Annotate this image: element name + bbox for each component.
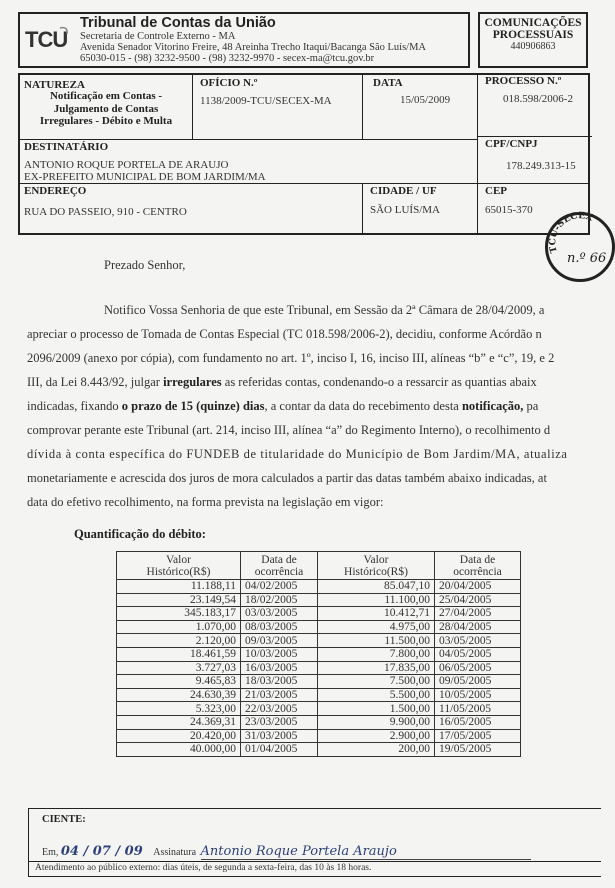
amount-cell: 17.835,00 bbox=[318, 661, 435, 675]
amount-cell: 11.188,11 bbox=[117, 580, 241, 594]
stamp-number: n.º 66 bbox=[567, 251, 607, 266]
column-header bbox=[241, 552, 318, 580]
table-row bbox=[117, 743, 521, 757]
communications-title-line1: COMUNICAÇÕES bbox=[484, 17, 582, 29]
assinatura-label: Assinatura bbox=[153, 847, 197, 858]
date-cell: 20/04/2005 bbox=[435, 580, 521, 594]
date-cell: 22/03/2005 bbox=[241, 702, 318, 716]
cep-label: CEP bbox=[485, 185, 507, 197]
amount-cell: 11.100,00 bbox=[318, 593, 435, 607]
letter-line bbox=[27, 495, 383, 510]
date-cell: 16/05/2005 bbox=[435, 715, 521, 729]
column-header bbox=[435, 552, 521, 580]
oficio-value: 1138/2009-TCU/SECEX-MA bbox=[200, 95, 332, 107]
data-value: 15/05/2009 bbox=[400, 94, 451, 106]
attendance-text: Atendimento ao público externo: dias úteis, de segunda a sexta-feira, das 10 às 18 horas. bbox=[35, 863, 372, 873]
processo-label: PROCESSO N.º bbox=[485, 75, 562, 87]
date-cell: 06/05/2005 bbox=[435, 661, 521, 675]
amount-cell: 24.369,31 bbox=[117, 715, 241, 729]
date-cell: 18/02/2005 bbox=[241, 593, 318, 607]
amount-cell: 18.461,59 bbox=[117, 647, 241, 661]
grid-divider bbox=[20, 139, 477, 140]
letter-line bbox=[27, 327, 542, 342]
letter-bold-text: irregulares bbox=[163, 375, 222, 389]
cidade-label: CIDADE / UF bbox=[370, 185, 437, 197]
date-cell: 10/03/2005 bbox=[241, 647, 318, 661]
amount-cell: 2.120,00 bbox=[117, 634, 241, 648]
amount-cell: 20.420,00 bbox=[117, 729, 241, 743]
column-header-line: Valor bbox=[166, 553, 191, 566]
grid-divider bbox=[20, 183, 590, 184]
column-header-line: Data de bbox=[459, 553, 496, 566]
table-row bbox=[117, 634, 521, 648]
debt-table-header bbox=[117, 552, 521, 580]
date-cell: 09/05/2005 bbox=[435, 675, 521, 689]
date-cell: 16/03/2005 bbox=[241, 661, 318, 675]
natureza-line: Julgamento de Contas bbox=[53, 102, 159, 115]
data-label: DATA bbox=[373, 77, 403, 89]
column-header-line: ocorrência bbox=[254, 565, 304, 578]
acknowledgement-line bbox=[42, 844, 531, 860]
table-row bbox=[117, 729, 521, 743]
table-row bbox=[117, 675, 521, 689]
salutation: Prezado Senhor, bbox=[104, 258, 186, 272]
natureza-line: Notificação em Contas - bbox=[49, 90, 163, 102]
amount-cell: 2.900,00 bbox=[318, 729, 435, 743]
contact-line: 65030-015 - (98) 3232-9500 - (98) 3232-9970 - secex-ma@tcu.gov.br bbox=[80, 53, 375, 64]
destinatario-name: ANTONIO ROQUE PORTELA DE ARAUJO bbox=[24, 159, 229, 171]
date-cell: 18/03/2005 bbox=[241, 675, 318, 689]
amount-cell: 40.000,00 bbox=[117, 743, 241, 757]
column-header-line: ocorrência bbox=[453, 565, 502, 578]
signature: Antonio Roque Portela Araujo bbox=[201, 844, 531, 860]
stamp-text: TCU-SECEX bbox=[548, 211, 594, 254]
svg-text:TCU-SECEX bbox=[548, 211, 594, 254]
amount-cell: 5.323,00 bbox=[117, 702, 241, 716]
communications-number: 440906863 bbox=[510, 41, 556, 52]
letter-text: III, da Lei 8.443/92, julgar bbox=[27, 375, 164, 389]
oficio-label: OFÍCIO N.º bbox=[200, 77, 258, 89]
amount-cell: 7.500,00 bbox=[318, 675, 435, 689]
em-label: Em, bbox=[42, 847, 59, 858]
column-header-line: Histórico(R$) bbox=[146, 565, 211, 578]
date-cell: 03/05/2005 bbox=[435, 634, 521, 648]
amount-cell: 5.500,00 bbox=[318, 688, 435, 702]
debt-table bbox=[116, 551, 521, 757]
date-cell: 28/04/2005 bbox=[435, 620, 521, 634]
table-row bbox=[117, 702, 521, 716]
table-row bbox=[117, 620, 521, 634]
org-name: Tribunal de Contas da União bbox=[80, 15, 276, 31]
amount-cell: 200,00 bbox=[318, 743, 435, 757]
amount-cell: 1.500,00 bbox=[318, 702, 435, 716]
letter-text: dívida à conta específica do FUNDEB de titularidade do Município de Bom Jardim/MA, atualiza bbox=[27, 447, 568, 461]
endereco-label: ENDEREÇO bbox=[24, 185, 87, 197]
stamp-seal-icon bbox=[545, 212, 615, 282]
grid-divider bbox=[477, 136, 592, 137]
letter-line bbox=[27, 447, 568, 462]
date-cell: 31/03/2005 bbox=[241, 729, 318, 743]
amount-cell: 7.800,00 bbox=[318, 647, 435, 661]
date-cell: 03/03/2005 bbox=[241, 607, 318, 621]
tcu-stamp bbox=[545, 212, 615, 282]
address: Avenida Senador Vitorino Freire, 48 Areinha Trecho Itaqui/Bacanga São Luís/MA bbox=[80, 42, 426, 53]
em-date: 04 / 07 / 09 bbox=[60, 844, 143, 859]
date-cell: 25/04/2005 bbox=[435, 593, 521, 607]
ciente-label: CIENTE: bbox=[42, 814, 86, 825]
amount-cell: 24.630,39 bbox=[117, 688, 241, 702]
date-cell: 09/03/2005 bbox=[241, 634, 318, 648]
amount-cell: 345.183,17 bbox=[117, 607, 241, 621]
date-cell: 08/03/2005 bbox=[241, 620, 318, 634]
date-cell: 04/02/2005 bbox=[241, 580, 318, 594]
grid-divider bbox=[362, 75, 363, 139]
communications-title bbox=[480, 14, 586, 41]
date-cell: 10/05/2005 bbox=[435, 688, 521, 702]
cpf-value: 178.249.313-15 bbox=[506, 160, 576, 172]
grid-divider bbox=[362, 183, 363, 233]
table-row bbox=[117, 661, 521, 675]
table-row bbox=[117, 607, 521, 621]
natureza-line: Irregulares - Débito e Multa bbox=[39, 115, 173, 127]
letter-text: 2096/2009 (anexo por cópia), com fundamento no art. 1º, inciso I, 16, inciso III, alíneas “b” e “c”, 19, e 2 bbox=[27, 351, 555, 365]
letter-text: indicadas, fixando bbox=[27, 399, 122, 413]
column-header bbox=[318, 552, 435, 580]
date-cell: 17/05/2005 bbox=[435, 729, 521, 743]
letter-bold-text: o prazo de 15 (quinze) dias bbox=[121, 399, 265, 413]
date-cell: 01/04/2005 bbox=[241, 743, 318, 757]
destinatario-role: EX-PREFEITO MUNICIPAL DE BOM JARDIM/MA bbox=[24, 171, 266, 183]
letter-text: as referidas contas, condenando-o a ressarcir as quantias abaix bbox=[221, 375, 537, 389]
amount-cell: 9.465,83 bbox=[117, 675, 241, 689]
grid-divider bbox=[477, 75, 478, 233]
amount-cell: 9.900,00 bbox=[318, 715, 435, 729]
letter-line bbox=[104, 303, 544, 318]
letter-text: Notifico Vossa Senhoria de que este Tribunal, em Sessão da 2ª Câmara de 28/04/2009, a bbox=[104, 303, 545, 317]
destinatario-label: DESTINATÁRIO bbox=[24, 141, 109, 153]
table-row bbox=[117, 688, 521, 702]
tcu-logo-text: TCU bbox=[25, 27, 68, 52]
date-cell: 27/04/2005 bbox=[435, 607, 521, 621]
letter-line bbox=[27, 471, 547, 486]
table-row bbox=[117, 593, 521, 607]
letter-line bbox=[27, 351, 554, 366]
communications-title-line2: PROCESSUAIS bbox=[492, 29, 574, 41]
amount-cell: 10.412,71 bbox=[318, 607, 435, 621]
tcu-logo bbox=[24, 24, 74, 60]
date-cell: 23/03/2005 bbox=[241, 715, 318, 729]
amount-cell: 85.047,10 bbox=[318, 580, 435, 594]
column-header-line: Valor bbox=[363, 553, 389, 566]
department: Secretaria de Controle Externo - MA bbox=[80, 31, 236, 42]
grid-divider bbox=[192, 75, 193, 139]
logo-swoosh-icon bbox=[24, 24, 74, 60]
attendance-box bbox=[28, 861, 601, 877]
amount-cell: 11.500,00 bbox=[318, 634, 435, 648]
communications-box bbox=[478, 12, 588, 68]
table-row bbox=[117, 580, 521, 594]
table-row bbox=[117, 647, 521, 661]
letter-text: data do efetivo recolhimento, na forma prevista na legislação em vigor: bbox=[27, 495, 384, 509]
amount-cell: 3.727,03 bbox=[117, 661, 241, 675]
letter-bold-text: notificação, bbox=[461, 399, 524, 413]
amount-cell: 23.149,54 bbox=[117, 593, 241, 607]
natureza-value bbox=[26, 90, 186, 128]
endereco-value: RUA DO PASSEIO, 910 - CENTRO bbox=[24, 206, 187, 218]
letter-line bbox=[27, 399, 538, 414]
cep-value: 65015-370 bbox=[485, 204, 533, 216]
date-cell: 04/05/2005 bbox=[435, 647, 521, 661]
date-cell: 21/03/2005 bbox=[241, 688, 318, 702]
column-header bbox=[117, 552, 241, 580]
column-header-line: Histórico(R$) bbox=[344, 565, 408, 578]
letter-text: pa bbox=[523, 399, 539, 413]
cpf-label: CPF/CNPJ bbox=[485, 138, 538, 150]
debt-heading: Quantificação do débito: bbox=[74, 527, 206, 541]
date-cell: 19/05/2005 bbox=[435, 743, 521, 757]
letter-text: comprovar perante este Tribunal (art. 214, inciso III, alínea “a” do Regimento Interno), o recolhimento d bbox=[27, 423, 551, 437]
letter-line bbox=[27, 375, 537, 390]
info-grid bbox=[18, 73, 590, 235]
natureza-label: NATUREZA bbox=[24, 79, 85, 91]
letter-line bbox=[27, 423, 550, 438]
column-header-line: Data de bbox=[261, 553, 297, 566]
amount-cell: 1.070,00 bbox=[117, 620, 241, 634]
amount-cell: 4.975,00 bbox=[318, 620, 435, 634]
letter-text: monetariamente e acrescida dos juros de mora calculados a partir das datas também abaixo indicadas, at bbox=[27, 471, 547, 485]
letter-text: , a contar da data do recebimento desta bbox=[264, 399, 462, 413]
processo-value: 018.598/2006-2 bbox=[503, 93, 573, 105]
cidade-value: SÃO LUÍS/MA bbox=[370, 204, 440, 216]
ciente-box bbox=[28, 808, 601, 862]
date-cell: 11/05/2005 bbox=[435, 702, 521, 716]
table-row bbox=[117, 715, 521, 729]
letter-text: apreciar o processo de Tomada de Contas Especial (TC 018.598/2006-2), decidiu, conforme Acórdão n bbox=[27, 327, 542, 341]
